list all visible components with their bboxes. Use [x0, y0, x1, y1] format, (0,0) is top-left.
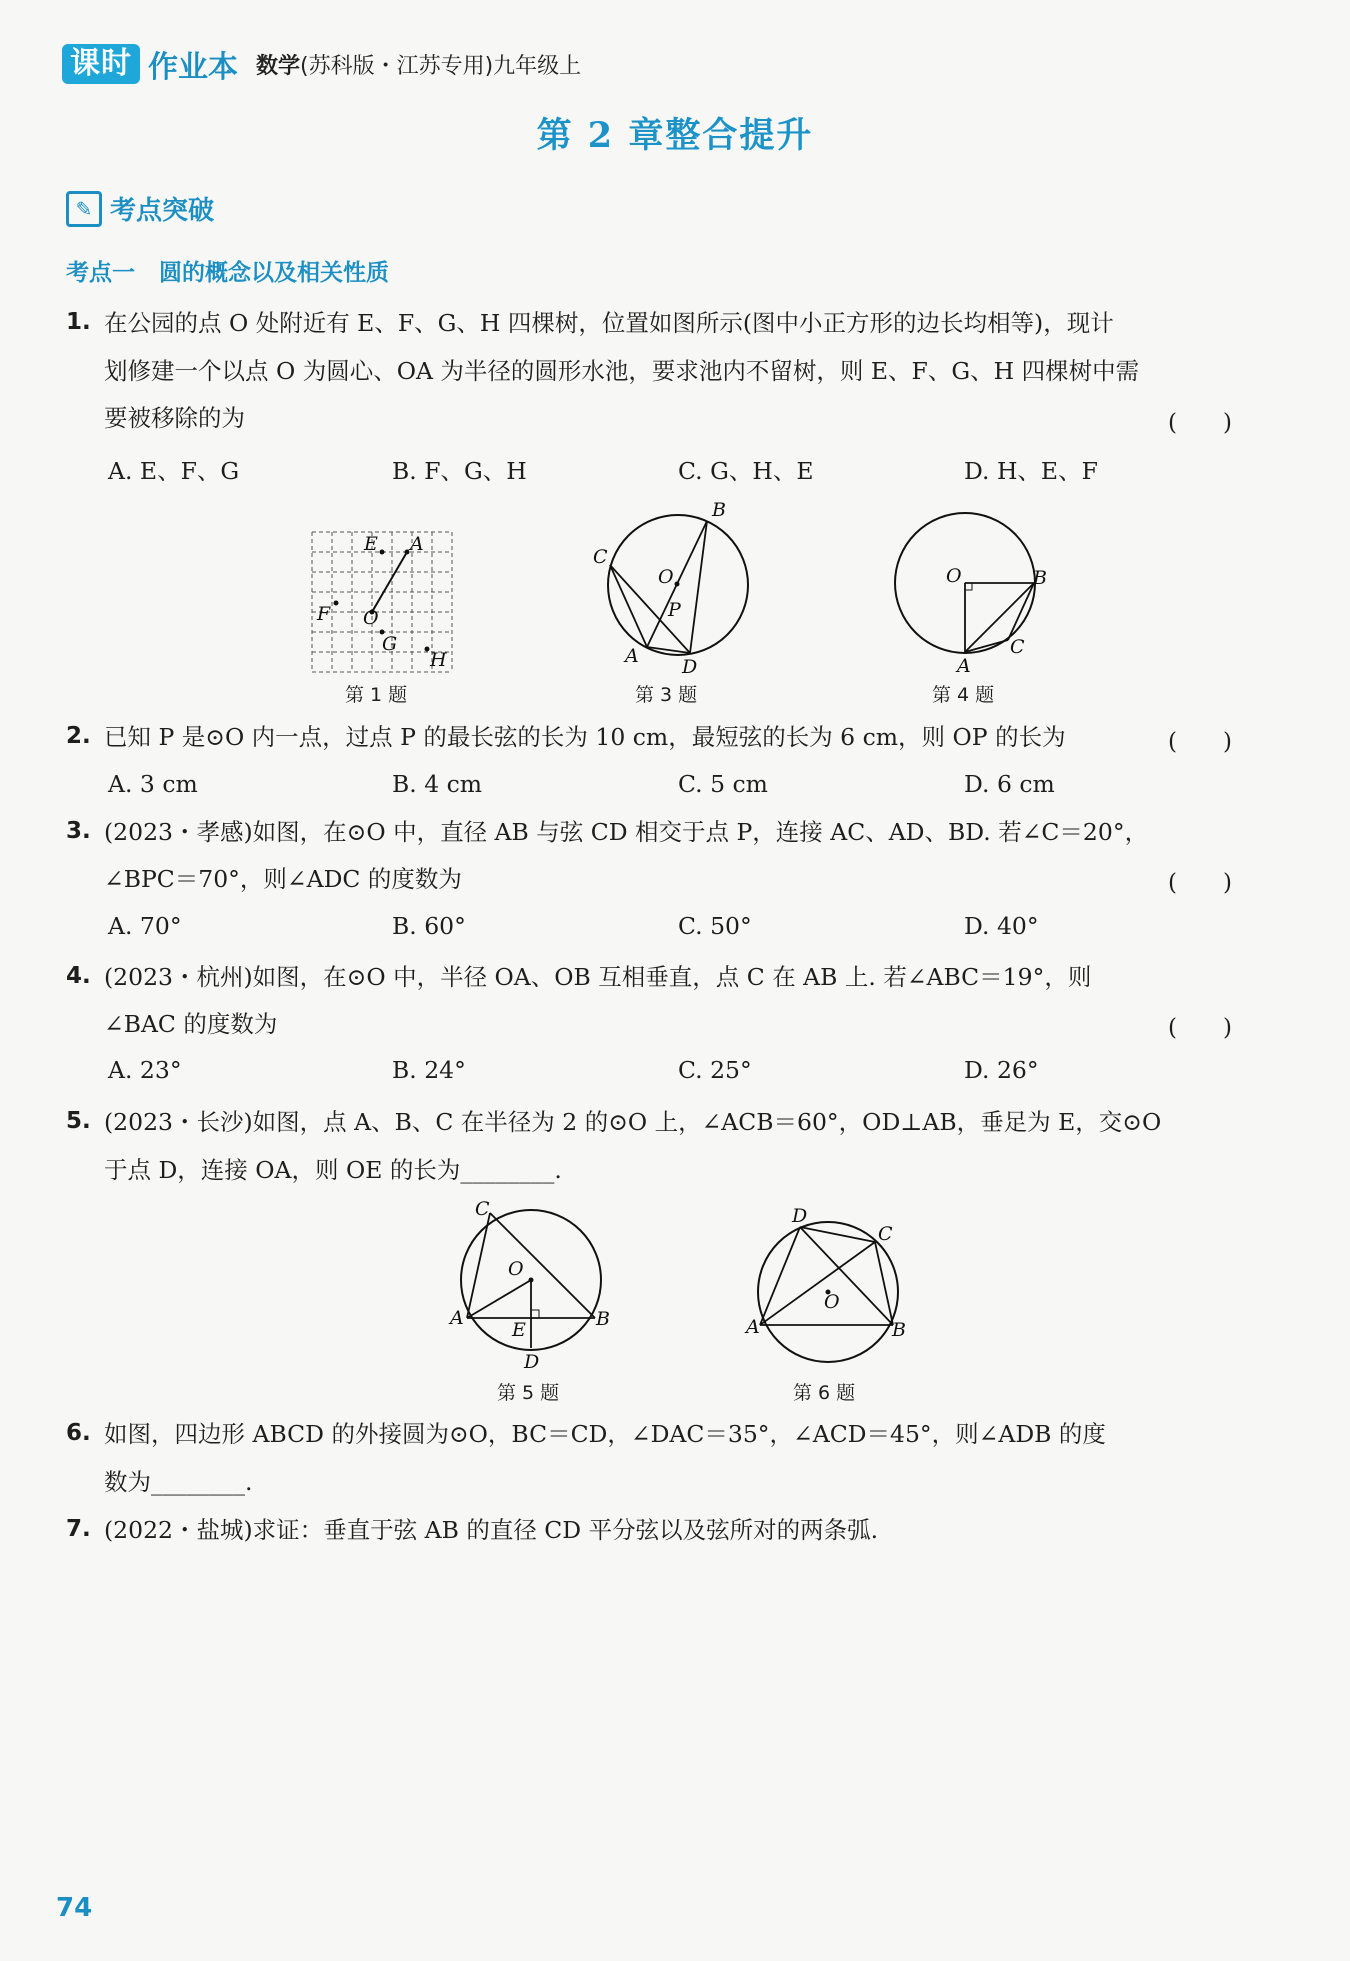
point-label: D [792, 1205, 808, 1227]
point-label: E [512, 1319, 526, 1341]
section-heading [66, 190, 214, 227]
point-label: H [430, 649, 447, 671]
option-c[interactable]: C. 25° [678, 1056, 752, 1084]
question-number: 4. [66, 963, 91, 989]
point-label: B [596, 1308, 610, 1330]
answer-blank[interactable]: ( ) [1168, 729, 1232, 755]
section-title: 考点突破 [110, 196, 215, 226]
question-text-line: (2023・长沙)如图，点 A、B、C 在半径为 2 的⊙O 上，∠ACB＝60°，OD⊥AB，垂足为 E，交⊙O [104, 1108, 1162, 1136]
answer-blank[interactable]: ( ) [1168, 1015, 1232, 1041]
question-number: 1. [66, 309, 91, 335]
point-label: F [317, 603, 331, 625]
option-d[interactable]: D. 26° [964, 1056, 1039, 1084]
option-a[interactable]: A. 70° [108, 912, 182, 940]
answer-blank[interactable]: ( ) [1168, 410, 1232, 436]
option-c[interactable]: C. 5 cm [678, 770, 768, 798]
point-label: A [450, 1307, 464, 1329]
option-b[interactable]: B. 60° [392, 912, 466, 940]
point-label: O [363, 607, 379, 629]
point-label: A [746, 1316, 760, 1338]
figure-caption: 第 3 题 [635, 684, 698, 706]
point-label: A [625, 645, 639, 667]
point-label: A [410, 533, 424, 555]
figure-1-grid [300, 520, 470, 680]
series-logo: 课时 [62, 44, 140, 84]
point-label: B [1033, 567, 1047, 589]
point-label: D [682, 656, 698, 678]
point-label: B [712, 499, 726, 521]
question-number: 3. [66, 818, 91, 844]
subject-edition: (苏科版・江苏专用)九年级上 [300, 53, 582, 79]
figure-5-circle [445, 1200, 625, 1380]
topic-number: 考点一 [66, 260, 135, 286]
question-number: 2. [66, 723, 91, 749]
option-c[interactable]: C. G、H、E [678, 457, 814, 485]
option-d[interactable]: D. 6 cm [964, 770, 1055, 798]
option-c[interactable]: C. 50° [678, 912, 752, 940]
question-text-line: ∠BAC 的度数为 [104, 1010, 278, 1038]
point-label: O [658, 566, 674, 588]
figure-3-circle [585, 495, 765, 680]
question-text-line: 数为________. [104, 1468, 253, 1496]
topic-heading [66, 254, 389, 287]
figure-caption: 第 6 题 [793, 1382, 856, 1404]
figure-caption: 第 1 题 [345, 684, 408, 706]
point-label: D [524, 1351, 540, 1373]
question-text-line: 已知 P 是⊙O 内一点，过点 P 的最长弦的长为 10 cm，最短弦的长为 6 cm，则 OP 的长为 [104, 723, 1066, 751]
question-number: 7. [66, 1516, 91, 1542]
question-number: 5. [66, 1108, 91, 1134]
question-text-line: (2022・盐城)求证：垂直于弦 AB 的直径 CD 平分弦以及弦所对的两条弧. [104, 1516, 879, 1544]
question-text-line: 要被移除的为 [104, 404, 245, 432]
figure-6-circle [740, 1200, 920, 1380]
page-header [62, 42, 581, 86]
question-text-line: ∠BPC＝70°，则∠ADC 的度数为 [104, 865, 462, 893]
option-b[interactable]: B. 24° [392, 1056, 466, 1084]
point-label: P [668, 599, 681, 621]
question-text-line: 划修建一个以点 O 为圆心、OA 为半径的圆形水池，要求池内不留树，则 E、F、G、H 四棵树中需 [104, 357, 1140, 385]
figure-4-circle [870, 495, 1050, 680]
point-label: O [946, 565, 962, 587]
chapter-title: 第 2 章整合提升 [536, 115, 814, 156]
point-label: O [824, 1291, 840, 1313]
point-label: A [957, 655, 971, 677]
option-b[interactable]: B. 4 cm [392, 770, 483, 798]
question-text-line: 如图，四边形 ABCD 的外接圆为⊙O，BC＝CD，∠DAC＝35°，∠ACD＝45°，则∠ADB 的度 [104, 1420, 1106, 1448]
question-text-line: 在公园的点 O 处附近有 E、F、G、H 四棵树，位置如图所示(图中小正方形的边长均相等)，现计 [104, 309, 1114, 337]
option-d[interactable]: D. 40° [964, 912, 1039, 940]
pencil-icon: ✎ [66, 191, 102, 227]
option-d[interactable]: D. H、E、F [964, 457, 1098, 485]
subject-info [256, 49, 581, 80]
option-a[interactable]: A. E、F、G [108, 457, 240, 485]
series-brand: 作业本 [148, 50, 238, 85]
question-number: 6. [66, 1420, 91, 1446]
figure-caption: 第 4 题 [932, 684, 995, 706]
question-text-line: (2023・杭州)如图，在⊙O 中，半径 OA、OB 互相垂直，点 C 在 AB 上. 若∠ABC＝19°，则 [104, 963, 1092, 991]
figure-caption: 第 5 题 [497, 1382, 560, 1404]
point-label: C [475, 1200, 490, 1220]
point-label: O [508, 1258, 524, 1280]
point-label: G [382, 633, 398, 655]
topic-title: 圆的概念以及相关性质 [159, 260, 389, 286]
point-label: C [593, 546, 608, 568]
subject-name: 数学 [256, 53, 301, 79]
option-a[interactable]: A. 3 cm [108, 770, 198, 798]
option-a[interactable]: A. 23° [108, 1056, 182, 1084]
point-label: B [892, 1319, 906, 1341]
answer-blank[interactable]: ( ) [1168, 870, 1232, 896]
question-text-line: (2023・孝感)如图，在⊙O 中，直径 AB 与弦 CD 相交于点 P，连接 AC、AD、BD. 若∠C＝20°， [104, 818, 1149, 846]
option-b[interactable]: B. F、G、H [392, 457, 527, 485]
page-number: 74 [56, 1893, 93, 1923]
point-label: E [364, 533, 378, 555]
question-text-line: 于点 D，连接 OA，则 OE 的长为________. [104, 1156, 562, 1184]
point-label: C [1010, 636, 1025, 658]
point-label: C [878, 1223, 893, 1245]
